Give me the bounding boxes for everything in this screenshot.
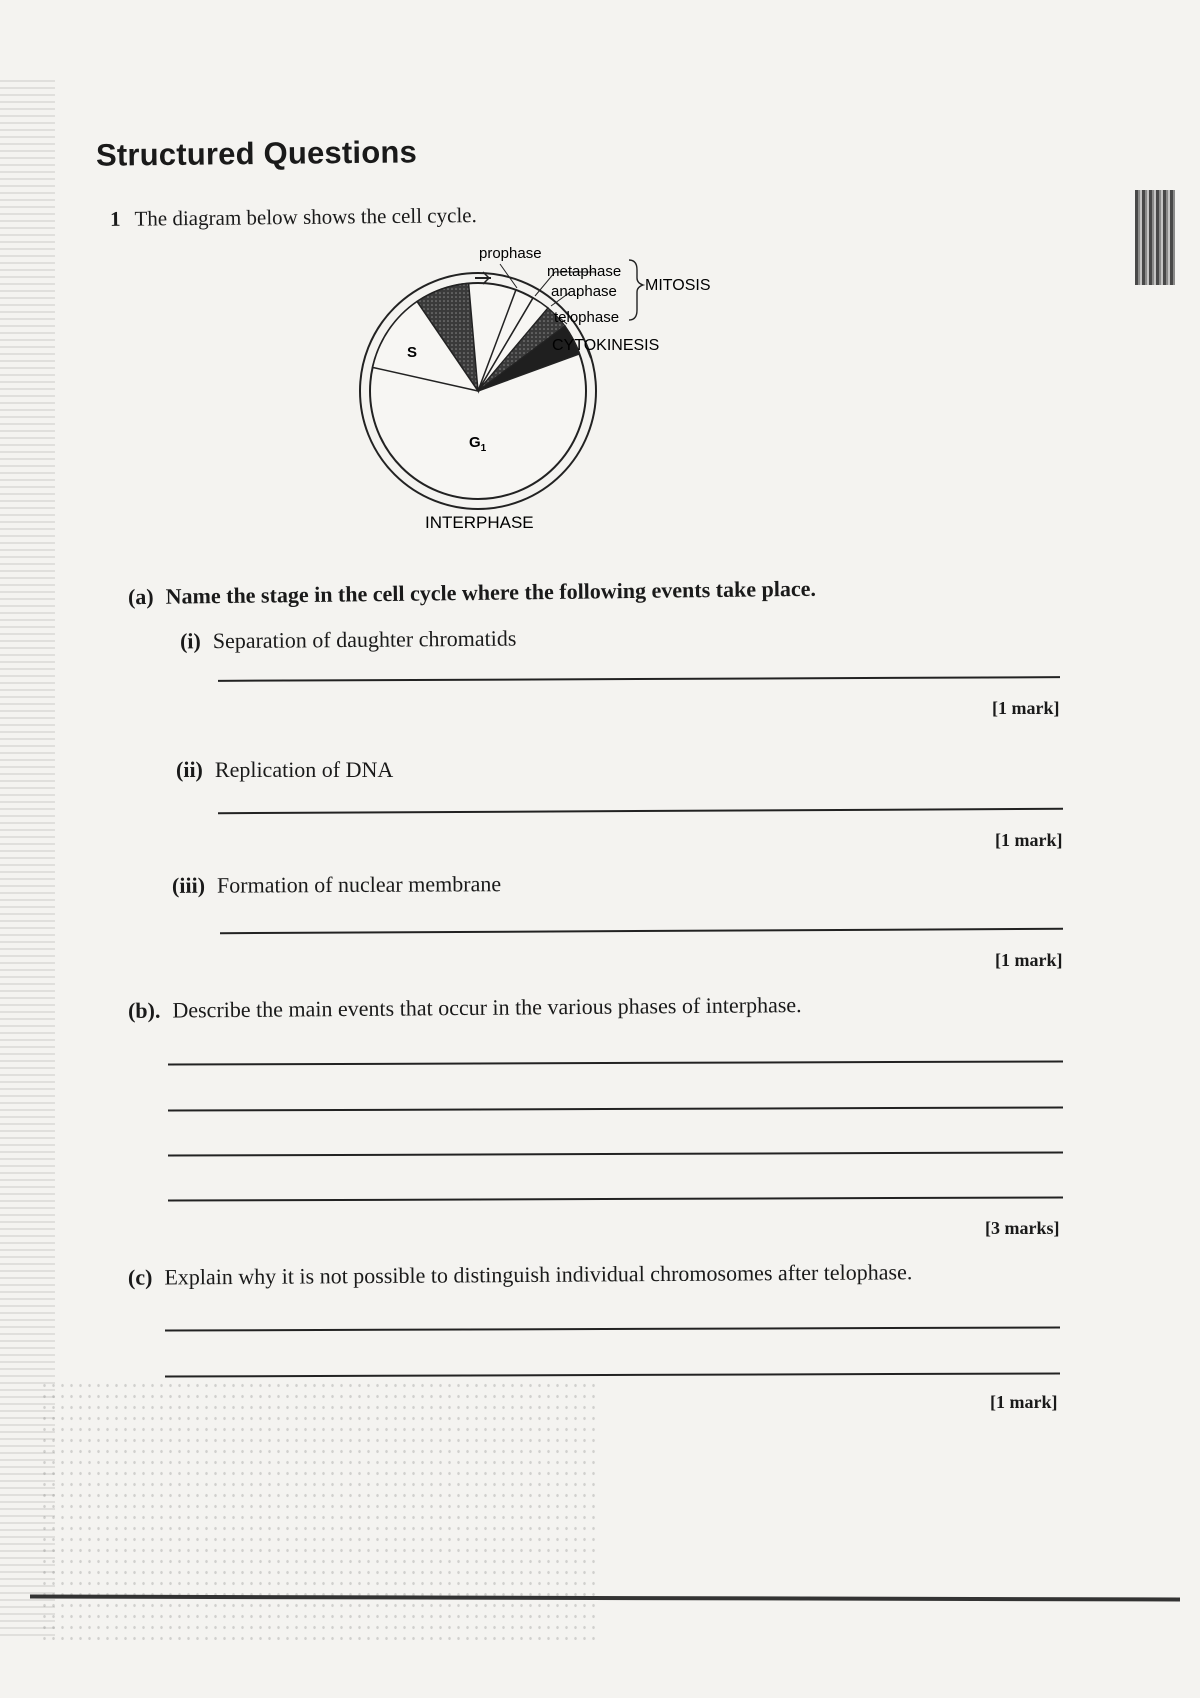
answer-line-b-1[interactable] xyxy=(168,1060,1063,1065)
marks-b: [3 marks] xyxy=(985,1218,1060,1238)
answer-line-b-4[interactable] xyxy=(168,1196,1063,1201)
marks-a-ii: [1 mark] xyxy=(995,830,1063,850)
part-c-label: (c) xyxy=(127,1264,153,1290)
answer-line-b-2[interactable] xyxy=(168,1106,1063,1111)
item-1-label: (i) xyxy=(179,628,201,654)
part-a-text: Name the stage in the cell cycle where the following events take place. xyxy=(165,575,817,609)
item-2-label: (ii) xyxy=(176,757,203,782)
part-b-text: Describe the main events that occur in the various phases of interphase. xyxy=(172,992,802,1023)
cell-cycle-diagram xyxy=(355,240,795,540)
label-g1-main: G xyxy=(469,434,481,451)
label-cytokinesis: CYTOKINESIS xyxy=(552,337,660,354)
part-a-item-1 xyxy=(180,626,517,655)
part-b-label: (b). xyxy=(127,997,161,1023)
label-prophase: prophase xyxy=(479,245,542,262)
scan-speckle xyxy=(40,1380,600,1640)
part-a-prompt xyxy=(128,576,816,610)
part-b-prompt xyxy=(128,992,802,1024)
part-c-text: Explain why it is not possible to distinguish individual chromosomes after telophase. xyxy=(164,1259,913,1290)
mitosis-brace xyxy=(629,260,643,320)
marks-a-iii: [1 mark] xyxy=(995,950,1063,970)
answer-line-a-ii[interactable] xyxy=(218,808,1063,814)
part-a-item-3 xyxy=(172,871,501,899)
label-interphase: INTERPHASE xyxy=(425,513,534,532)
label-anaphase: anaphase xyxy=(551,283,617,300)
part-a-label: (a) xyxy=(127,583,154,610)
marks-c: [1 mark] xyxy=(990,1392,1058,1412)
answer-line-b-3[interactable] xyxy=(168,1151,1063,1156)
item-2-text: Replication of DNA xyxy=(214,757,394,782)
label-telophase: telophase xyxy=(554,309,620,326)
item-3-label: (iii) xyxy=(171,872,206,898)
label-mitosis: MITOSIS xyxy=(645,277,711,294)
label-s: S xyxy=(407,344,418,361)
label-metaphase: metaphase xyxy=(547,263,622,280)
answer-line-c-2[interactable] xyxy=(165,1372,1060,1377)
question-intro-text: The diagram below shows the cell cycle. xyxy=(134,203,477,231)
section-title: Structured Questions xyxy=(95,134,418,173)
question-intro xyxy=(110,203,477,232)
answer-line-a-iii[interactable] xyxy=(220,928,1063,934)
item-1-text: Separation of daughter chromatids xyxy=(212,625,517,654)
answer-line-a-i[interactable] xyxy=(218,676,1060,682)
answer-line-c-1[interactable] xyxy=(165,1326,1060,1331)
part-c-prompt xyxy=(128,1259,913,1290)
item-3-text: Formation of nuclear membrane xyxy=(216,871,502,898)
marks-a-i: [1 mark] xyxy=(992,698,1060,718)
part-a-item-2 xyxy=(176,757,393,783)
page-tab-mark xyxy=(1135,190,1175,285)
question-number: 1 xyxy=(109,206,121,231)
label-g1-subscript: 1 xyxy=(480,443,487,454)
